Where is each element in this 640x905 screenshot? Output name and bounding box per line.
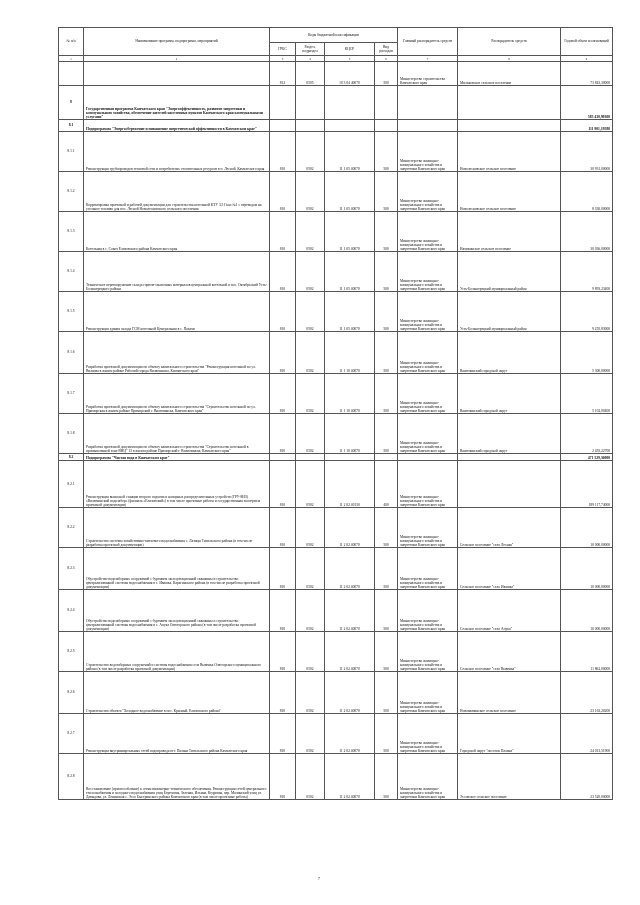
column-number: 5: [325, 56, 375, 62]
cell-razdel: 0502: [296, 414, 325, 454]
cell-recipient: Усть-Большерецкий муниципальный район: [458, 292, 561, 332]
cell-razdel: 0502: [296, 292, 325, 332]
cell-grbs: 810: [270, 414, 296, 454]
cell-kcsr: [325, 454, 375, 461]
cell-grbs: 810: [270, 132, 296, 172]
table-row: [59, 632, 613, 672]
table-row: [59, 754, 613, 800]
cell-recipient: Вилючинский городской округ: [458, 374, 561, 414]
cell-kcsr: 11 2 02 40130: [325, 461, 375, 508]
cell-kcsr: 11 1 10 40070: [325, 414, 375, 454]
cell-grbs: 810: [270, 632, 296, 672]
cell-amount: 2 455,22700: [561, 414, 613, 454]
cell-razdel: 0502: [296, 754, 325, 800]
table-row: [59, 172, 613, 212]
cell-razdel: 0502: [296, 332, 325, 374]
cell-recipient: [458, 461, 561, 508]
cell-amount: 24 013,51900: [561, 714, 613, 754]
cell-kcsr: 11 2 02 40070: [325, 548, 375, 590]
cell-main-manager: [398, 454, 458, 461]
table-row: [59, 62, 613, 86]
header-grbs: ГРБС: [270, 43, 296, 56]
cell-kcsr: 11 2 02 40070: [325, 508, 375, 548]
cell-amount: 23 163,20200: [561, 672, 613, 714]
column-number: 9: [561, 56, 613, 62]
cell-main-manager: Министерство жилищно-коммунального хозяйства и энергетики Камчатского края: [398, 132, 458, 172]
cell-main-manager: Министерство жилищно-коммунального хозяйства и энергетики Камчатского края: [398, 548, 458, 590]
cell-amount: 189 117,74000: [561, 461, 613, 508]
cell-num: 8.1.8: [59, 414, 84, 454]
cell-amount: 9 255,83000: [561, 292, 613, 332]
cell-kcsr: [325, 120, 375, 132]
cell-main-manager: [398, 86, 458, 120]
cell-razdel: [296, 86, 325, 120]
cell-razdel: 0502: [296, 172, 325, 212]
cell-main-manager: Министерство жилищно-коммунального хозяйства и энергетики Камчатского края: [398, 672, 458, 714]
cell-kcsr: 11 2 02 40070: [325, 672, 375, 714]
cell-recipient: Городской округ "поселок Палана": [458, 714, 561, 754]
cell-recipient: Вилючинский городской округ: [458, 414, 561, 454]
cell-recipient: Сельское поселение "село Вывенка": [458, 632, 561, 672]
cell-amount: 73 843,30000: [561, 62, 613, 86]
cell-vr: 500: [375, 212, 398, 252]
cell-kcsr: [325, 86, 375, 120]
cell-num: 8.2.5: [59, 632, 84, 672]
cell-amount: 10 000,00000: [561, 548, 613, 590]
cell-grbs: 810: [270, 672, 296, 714]
cell-grbs: 810: [270, 332, 296, 374]
cell-grbs: 810: [270, 172, 296, 212]
cell-num: 8: [59, 86, 84, 120]
cell-grbs: 812: [270, 62, 296, 86]
cell-name: Корректировка проектной и рабочей документации для строительства котельной КТУ 3,5 Гкал №1 с переводом на угольное топливо для пос. Лесной Новолесновского сельского поселения: [84, 172, 270, 212]
cell-amount: 30 036,00000: [561, 212, 613, 252]
cell-razdel: 0502: [296, 374, 325, 414]
cell-num: 8.1.4: [59, 252, 84, 292]
cell-num: 8.2.1: [59, 461, 84, 508]
table-row: [59, 332, 613, 374]
cell-grbs: [270, 454, 296, 461]
cell-name: Реконструкция выносной станции второго подъема и напорных распределительных устройств (ГРУ-8ИЗ) «Вилючинский водозабор» (филиала «Елизовский») в том числе проектные работы и государственная экспертиза проектной документации): [84, 461, 270, 508]
cell-kcsr: 11 2 02 40070: [325, 590, 375, 632]
cell-main-manager: Министерство жилищно-коммунального хозяйства и энергетики Камчатского края: [398, 172, 458, 212]
budget-table: [58, 27, 613, 800]
cell-razdel: 0505: [296, 62, 325, 86]
cell-vr: 500: [375, 548, 398, 590]
program-row: [59, 120, 613, 132]
cell-name: Техническое перевооружение склада горюче-смазочных материалов центральной котельной в пос. Октябрьский Усть-Большерецкого района: [84, 252, 270, 292]
cell-name: Обустройство водозаборных сооружений с бурением эксплуатационной скважины и строительство централизованной системы водоснабжения в с. Ивашка, Карагинского района (в том числе разработка проектной документации): [84, 548, 270, 590]
table-row: [59, 508, 613, 548]
cell-name: Обустройство водозаборных сооружений с бурением эксплуатационной скважины и строительство централизованной системы водоснабжения в с. Апука Олюторского района (в том числе разработка проектной документации): [84, 590, 270, 632]
cell-vr: 500: [375, 714, 398, 754]
cell-kcsr: 11 2 02 40070: [325, 754, 375, 800]
cell-razdel: 0502: [296, 672, 325, 714]
cell-kcsr: 11 1 10 40070: [325, 374, 375, 414]
cell-num: 8.1.2: [59, 172, 84, 212]
table-row: [59, 714, 613, 754]
cell-vr: 400: [375, 461, 398, 508]
cell-vr: 500: [375, 62, 398, 86]
cell-razdel: [296, 454, 325, 461]
program-row: [59, 86, 613, 120]
cell-main-manager: Министерство жилищно-коммунального хозяйства и энергетики Камчатского края: [398, 461, 458, 508]
table-row: [59, 548, 613, 590]
cell-recipient: [458, 454, 561, 461]
cell-grbs: 810: [270, 461, 296, 508]
cell-name: Котельная в с. Сокоч Елизовского района Камчатского края: [84, 212, 270, 252]
cell-recipient: [458, 120, 561, 132]
cell-num: 8.2.7: [59, 714, 84, 754]
column-number: 7: [398, 56, 458, 62]
cell-num: 8.1.1: [59, 132, 84, 172]
cell-vr: 500: [375, 374, 398, 414]
cell-razdel: 0502: [296, 632, 325, 672]
cell-recipient: Мильковское сельское поселение: [458, 62, 561, 86]
cell-num: 8.2.6: [59, 672, 84, 714]
table-row: [59, 292, 613, 332]
cell-grbs: 810: [270, 714, 296, 754]
cell-recipient: Новолесновское сельское поселение: [458, 172, 561, 212]
cell-amount: 5 102,00400: [561, 374, 613, 414]
cell-vr: 500: [375, 332, 398, 374]
cell-vr: 500: [375, 414, 398, 454]
cell-vr: 500: [375, 132, 398, 172]
cell-razdel: 0502: [296, 132, 325, 172]
cell-razdel: 0502: [296, 508, 325, 548]
cell-main-manager: Министерство жилищно-коммунального хозяйства и энергетики Камчатского края: [398, 508, 458, 548]
cell-name: [84, 62, 270, 86]
cell-name: Реконструкция здания склада ГСМ котельной Центральная в с. Пахачи: [84, 292, 270, 332]
cell-recipient: Усть-Большерецкий муниципальный район: [458, 252, 561, 292]
cell-kcsr: 11 1 05 40070: [325, 132, 375, 172]
cell-recipient: Сельское поселение "село Ивашка": [458, 548, 561, 590]
cell-recipient: Сельское поселение "село Лесная": [458, 508, 561, 548]
cell-grbs: [270, 86, 296, 120]
cell-name: Разработка проектной документации по объекту капитального строительства "Строительство котельной в промышленной зоне ВНЦ" 13 в жилом районе Приморский г. Вилючинска, Камчатского края": [84, 414, 270, 454]
header-recipient: Распорядитель средств: [458, 28, 561, 56]
cell-name: Строительство объекта "Холодное водоснабжение в пос. Красный, Елизовского района": [84, 672, 270, 714]
cell-amount: 30 931,00000: [561, 132, 613, 172]
cell-grbs: 810: [270, 754, 296, 800]
cell-vr: 500: [375, 172, 398, 212]
header-codes-group: Коды бюджетной классификации: [270, 28, 398, 43]
cell-main-manager: Министерство жилищно-коммунального хозяйства и энергетики Камчатского края: [398, 714, 458, 754]
cell-grbs: [270, 120, 296, 132]
header-num: № п/п: [59, 28, 84, 56]
cell-kcsr: 11 1 10 40070: [325, 332, 375, 374]
program-row: [59, 454, 613, 461]
cell-amount: 5 300,00000: [561, 332, 613, 374]
cell-grbs: 810: [270, 374, 296, 414]
budget-table-sheet: [58, 27, 612, 800]
cell-main-manager: Министерство жилищно-коммунального хозяйства и энергетики Камчатского края: [398, 374, 458, 414]
header-name: Наименование программ, подпрограмм, мероприятий: [84, 28, 270, 56]
table-row: [59, 132, 613, 172]
cell-recipient: Новоавачинское сельское поселение: [458, 672, 561, 714]
cell-num: 8.1: [59, 120, 84, 132]
cell-main-manager: Министерство жилищно-коммунального хозяйства и энергетики Камчатского края: [398, 332, 458, 374]
cell-vr: 500: [375, 590, 398, 632]
cell-grbs: 810: [270, 212, 296, 252]
cell-razdel: 0502: [296, 252, 325, 292]
cell-num: 8.2.4: [59, 590, 84, 632]
cell-recipient: Эссовское сельское поселение: [458, 754, 561, 800]
cell-num: 8.2.8: [59, 754, 84, 800]
header-total: Годовой объем ассигнований: [561, 28, 613, 56]
cell-name: Реконструкция внутриквартальных сетей водопровода пгт. Палана Тигильского района Камчатского края: [84, 714, 270, 754]
cell-name: Реконструкция трубопроводов тепловой сети и потребителях отопительных ресурсов в п. Лесной, Камчатского края: [84, 132, 270, 172]
column-number: 6: [375, 56, 398, 62]
cell-name: Подпрограмма "Энергосбережение и повышение энергетической эффективности в Камчатском крае": [84, 120, 270, 132]
cell-amount: 23 520,00000: [561, 754, 613, 800]
cell-main-manager: Министерство жилищно-коммунального хозяйства и энергетики Камчатского края: [398, 212, 458, 252]
cell-name: Подпрограмма "Чистая вода в Камчатском крае": [84, 454, 270, 461]
header-vr: Вид расходов: [375, 43, 398, 56]
cell-recipient: Новолесновское сельское поселение: [458, 132, 561, 172]
cell-grbs: 810: [270, 252, 296, 292]
cell-name: Государственная программа Камчатского края "Энергоэффективность, развитие энергетики и коммунального хозяйства, обеспечение жителей населенных пунктов Камчатского края коммунальными услугами": [84, 86, 270, 120]
cell-main-manager: Министерство жилищно-коммунального хозяйства и энергетики Камчатского края: [398, 632, 458, 672]
header-kcsr: КЦСР: [325, 43, 375, 56]
cell-kcsr: 11 1 05 40070: [325, 212, 375, 252]
cell-kcsr: 10 3 04 40070: [325, 62, 375, 86]
cell-amount: 9 893,23400: [561, 252, 613, 292]
table-row: [59, 672, 613, 714]
cell-amount: 111 901,19580: [561, 120, 613, 132]
cell-kcsr: 11 1 05 40070: [325, 252, 375, 292]
table-row: [59, 374, 613, 414]
cell-vr: [375, 86, 398, 120]
cell-amount: 583 430,90300: [561, 86, 613, 120]
table-row: [59, 252, 613, 292]
header-razdel: Раздел, подраздел: [296, 43, 325, 56]
cell-num: 8.1.3: [59, 212, 84, 252]
cell-amount: 8 330,00000: [561, 172, 613, 212]
cell-vr: [375, 454, 398, 461]
column-number: 1: [59, 56, 84, 62]
cell-vr: 500: [375, 754, 398, 800]
cell-recipient: Сельское поселение "село Апука": [458, 590, 561, 632]
cell-grbs: 810: [270, 508, 296, 548]
cell-razdel: 0502: [296, 590, 325, 632]
cell-main-manager: Министерство жилищно-коммунального хозяйства и энергетики Камчатского края: [398, 414, 458, 454]
cell-vr: 500: [375, 672, 398, 714]
table-row: [59, 212, 613, 252]
column-number: 4: [296, 56, 325, 62]
cell-main-manager: Министерство жилищно-коммунального хозяйства и энергетики Камчатского края: [398, 754, 458, 800]
cell-grbs: 810: [270, 548, 296, 590]
cell-main-manager: Министерство жилищно-коммунального хозяйства и энергетики Камчатского края: [398, 252, 458, 292]
cell-kcsr: 11 2 02 40070: [325, 714, 375, 754]
cell-grbs: 810: [270, 292, 296, 332]
column-number: 8: [458, 56, 561, 62]
cell-num: 8.2: [59, 454, 84, 461]
cell-vr: 500: [375, 632, 398, 672]
cell-vr: 500: [375, 252, 398, 292]
cell-name: Восстановление (приспособление) к сетям инженерно-технического обеспечения. Реконструкция сетей центрального теплоснабжения и холодного водоснабжения улиц Березовая, Зеленая, Ильина, Кедровая, пер. Малинский улиц ул. Давыдова, ул. Ленинская с. Эссо Быстринского района Камчатского края (в том числе проектные работы): [84, 754, 270, 800]
page-number: 7: [318, 876, 320, 881]
cell-num: 8.1.5: [59, 292, 84, 332]
cell-name: Разработка проектной документации по объекту капитального строительства "Строительство котельной по ул. Приморская в жилом районе Приморский г. Вилючинска, Камчатского края": [84, 374, 270, 414]
cell-kcsr: 11 1 05 40070: [325, 172, 375, 212]
table-row: [59, 414, 613, 454]
cell-num: 8.1.7: [59, 374, 84, 414]
cell-recipient: Начикинское сельское поселение: [458, 212, 561, 252]
cell-amount: 471 529,36000: [561, 454, 613, 461]
cell-amount: 10 000,00000: [561, 590, 613, 632]
table-row: [59, 590, 613, 632]
cell-recipient: Вилючинский городской округ: [458, 332, 561, 374]
cell-razdel: 0502: [296, 548, 325, 590]
cell-name: Разработка проектной документации по объекту капитального строительства "Реконструкция котельной по ул. Вилкова в жилом районе Рабочий города Вилючинска, Камчатского края": [84, 332, 270, 374]
cell-main-manager: Министерство жилищно-коммунального хозяйства и энергетики Камчатского края: [398, 590, 458, 632]
cell-num: [59, 62, 84, 86]
cell-razdel: [296, 120, 325, 132]
cell-amount: 10 000,00000: [561, 508, 613, 548]
cell-num: 8.1.6: [59, 332, 84, 374]
cell-amount: 11 862,00000: [561, 632, 613, 672]
column-number: 2: [84, 56, 270, 62]
cell-num: 8.2.2: [59, 508, 84, 548]
cell-recipient: [458, 86, 561, 120]
header-main-manager: Главный распорядитель средств: [398, 28, 458, 56]
cell-kcsr: 11 1 05 40070: [325, 292, 375, 332]
cell-kcsr: 11 2 02 40070: [325, 632, 375, 672]
cell-vr: 500: [375, 292, 398, 332]
cell-name: Строительство системы хозяйственно-питьевого водоснабжения с. Лазицы Тигильского района (в том числе разработка проектной документации): [84, 508, 270, 548]
cell-num: 8.2.3: [59, 548, 84, 590]
table-row: [59, 461, 613, 508]
cell-main-manager: Министерство жилищно-коммунального хозяйства и энергетики Камчатского края: [398, 292, 458, 332]
cell-razdel: 0502: [296, 212, 325, 252]
cell-grbs: 810: [270, 590, 296, 632]
cell-razdel: 0502: [296, 461, 325, 508]
cell-main-manager: Министерство строительства Камчатского края: [398, 62, 458, 86]
table-body: [59, 62, 613, 800]
cell-name: Строительство водозаборных сооружений и системы водоснабжения села Вывенка Олюторского муниципального района (в том числе разработка проектной документации): [84, 632, 270, 672]
cell-vr: [375, 120, 398, 132]
cell-vr: 500: [375, 508, 398, 548]
column-number: 3: [270, 56, 296, 62]
cell-razdel: 0502: [296, 714, 325, 754]
cell-main-manager: [398, 120, 458, 132]
